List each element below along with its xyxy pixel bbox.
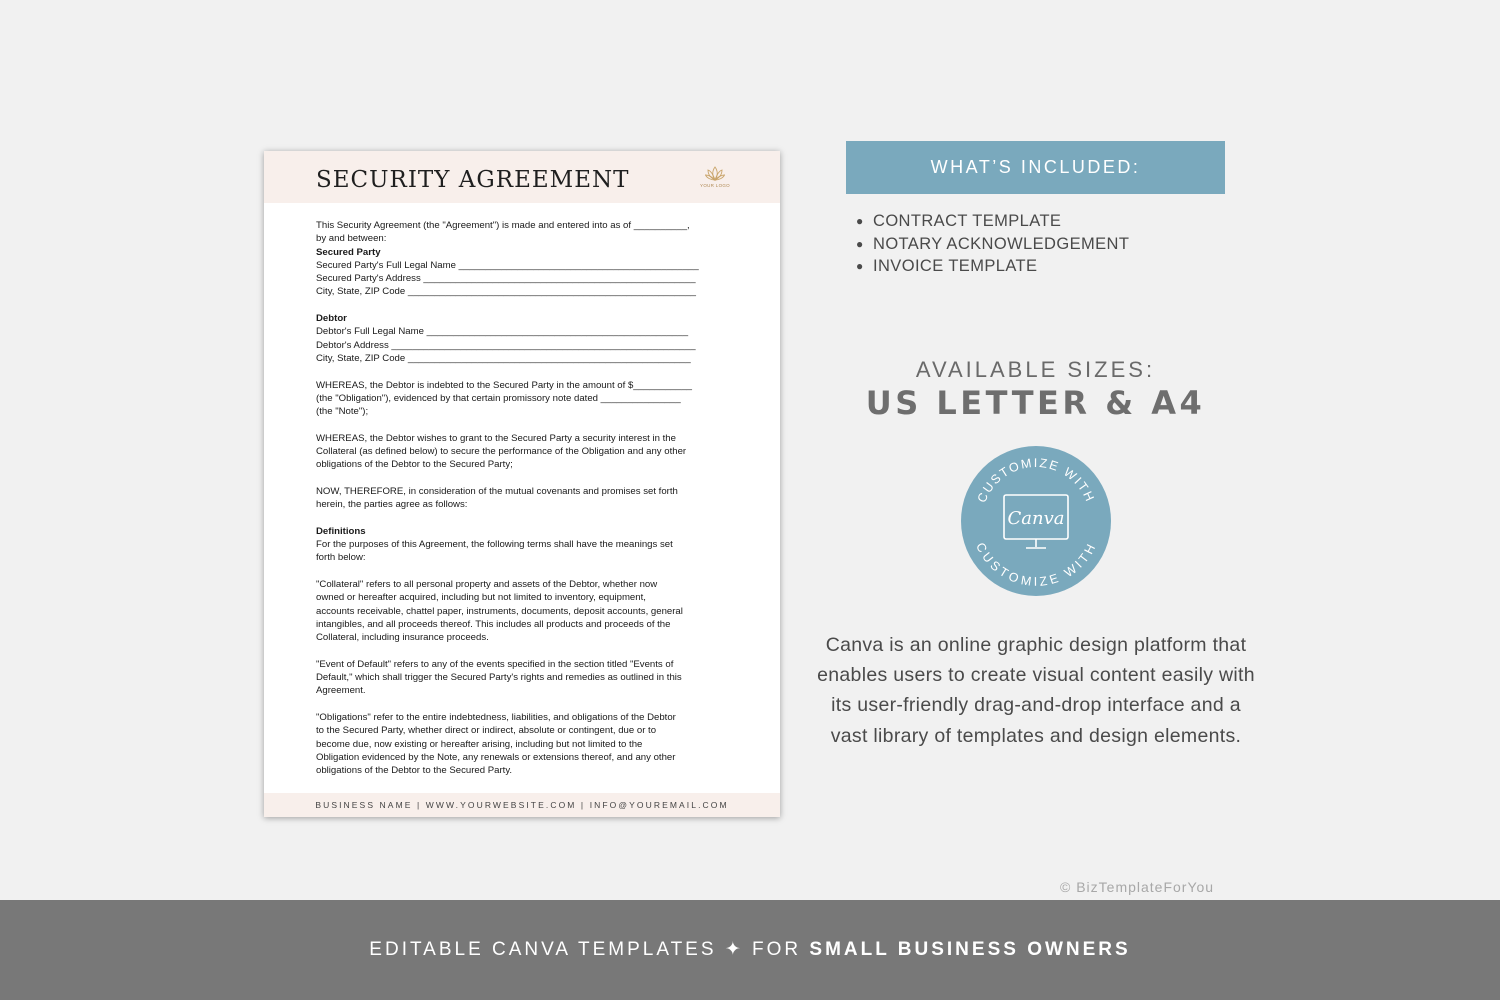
document-line: For the purposes of this Agreement, the following terms shall have the meanings set bbox=[316, 539, 673, 551]
document-line: NOW, THEREFORE, in consideration of the mutual covenants and promises set forth bbox=[316, 485, 678, 497]
canva-description: Canva is an online graphic design platform that enables users to create visual content easily with its user-friendly drag-and-drop interface and a vast library of templates and design elements. bbox=[817, 634, 1255, 747]
document-line: WHEREAS, the Debtor is indebted to the Secured Party in the amount of $___________ bbox=[316, 379, 692, 391]
document-line: forth below: bbox=[316, 552, 366, 564]
document-line: to the Secured Party, whether direct or indirect, absolute or contingent, due or to bbox=[316, 725, 657, 737]
document-line: Debtor's Address _________________________________________________________ bbox=[316, 339, 696, 351]
list-item bbox=[856, 255, 1129, 278]
document-body bbox=[316, 219, 736, 777]
sizes-value: US LETTER & A4 bbox=[865, 384, 1206, 422]
list-item bbox=[856, 210, 1129, 233]
blank-line bbox=[316, 512, 736, 525]
bullet-icon: ● bbox=[856, 236, 864, 251]
document-footer: BUSINESS NAME | WWW.YOURWEBSITE.COM | INFO@YOUREMAIL.COM bbox=[264, 793, 780, 817]
blank-line bbox=[316, 418, 736, 431]
document-header bbox=[264, 151, 780, 203]
document-line: owned or hereafter acquired, including but not limited to inventory, equipment, bbox=[316, 592, 646, 604]
document-line: by and between: bbox=[316, 233, 387, 245]
included-heading: WHAT’S INCLUDED: bbox=[846, 141, 1225, 194]
blank-line bbox=[316, 365, 736, 378]
document-line: Agreement. bbox=[316, 685, 366, 697]
bottom-banner bbox=[0, 900, 1500, 1000]
document-preview bbox=[264, 151, 780, 817]
document-line: "Obligations" refer to the entire indebtedness, liabilities, and obligations of the Debtor bbox=[316, 711, 676, 723]
logo-placeholder bbox=[700, 165, 730, 193]
document-line: obligations of the Debtor to the Secured Party. bbox=[316, 765, 513, 777]
copyright-text: © BizTemplateForYou bbox=[1060, 879, 1215, 895]
document-line: "Event of Default" refers to any of the events specified in the section titled "Events of bbox=[316, 658, 674, 670]
included-item-label: INVOICE TEMPLATE bbox=[873, 257, 1038, 275]
blank-line bbox=[316, 565, 736, 578]
document-line: Collateral (as defined below) to secure the performance of the Obligation and any other bbox=[316, 446, 687, 458]
document-line: herein, the parties agree as follows: bbox=[316, 499, 468, 511]
document-line: Obligation evidenced by the Note, any renewals or extensions thereof, and any other bbox=[316, 751, 676, 763]
bullet-icon: ● bbox=[856, 259, 864, 273]
document-line: WHEREAS, the Debtor wishes to grant to the Secured Party a security interest in the bbox=[316, 432, 676, 444]
document-line: City, State, ZIP Code _____________________________________________________ bbox=[316, 352, 691, 364]
bullet-icon: ● bbox=[856, 214, 864, 228]
included-list bbox=[856, 210, 1129, 278]
included-item-label: NOTARY ACKNOWLEDGEMENT bbox=[873, 234, 1130, 253]
banner-part2: FOR bbox=[752, 939, 802, 960]
document-line: City, State, ZIP Code ______________________________________________________ bbox=[316, 286, 697, 298]
list-item bbox=[856, 233, 1129, 256]
blank-line bbox=[316, 698, 736, 711]
banner-part3: SMALL BUSINESS OWNERS bbox=[809, 939, 1131, 960]
document-line: Collateral, including insurance proceeds. bbox=[316, 632, 489, 644]
badge-top-text: CUSTOMIZE WITH bbox=[974, 455, 1098, 505]
document-line: Default," which shall trigger the Secured Party's rights and remedies as outlined in this bbox=[316, 672, 682, 684]
section-heading: Definitions bbox=[316, 525, 366, 537]
blank-line bbox=[316, 472, 736, 485]
canva-wordmark: Canva bbox=[1007, 508, 1065, 529]
logo-text: YOUR LOGO bbox=[700, 183, 730, 188]
document-line: obligations of the Debtor to the Secured Party; bbox=[316, 459, 513, 471]
document-line: (the "Note"); bbox=[316, 406, 369, 418]
sizes-label: AVAILABLE SIZES: bbox=[915, 357, 1156, 382]
lotus-icon bbox=[705, 165, 725, 182]
section-heading: Secured Party bbox=[316, 246, 381, 258]
document-line: This Security Agreement (the "Agreement") is made and entered into as of __________, bbox=[316, 220, 690, 231]
customize-with-canva-badge bbox=[960, 445, 1112, 597]
document-line: accounts receivable, chattel paper, instruments, documents, deposit accounts, general bbox=[316, 605, 683, 617]
document-line: Secured Party's Address ___________________________________________________ bbox=[316, 273, 696, 285]
document-line: (the "Obligation"), evidenced by that certain promissory note dated _______________ bbox=[316, 392, 681, 404]
document-line: "Collateral" refers to all personal property and assets of the Debtor, whether now bbox=[316, 579, 658, 591]
sparkle-icon: ✦ bbox=[724, 939, 744, 960]
section-heading: Debtor bbox=[316, 313, 347, 325]
badge-bottom-text: CUSTOMIZE WITH bbox=[973, 540, 1099, 589]
banner-part1: EDITABLE CANVA TEMPLATES bbox=[369, 939, 717, 960]
document-line: Debtor's Full Legal Name _________________________________________________ bbox=[316, 326, 689, 338]
blank-line bbox=[316, 299, 736, 312]
blank-line bbox=[316, 645, 736, 658]
document-line: Secured Party's Full Legal Name _____________________________________________ bbox=[316, 259, 699, 271]
document-line: intangibles, and all proceeds thereof. This includes all products and proceeds of the bbox=[316, 618, 671, 630]
included-item-label: CONTRACT TEMPLATE bbox=[873, 212, 1062, 230]
document-title: SECURITY AGREEMENT bbox=[316, 167, 630, 193]
document-line: become due, now existing or hereafter arising, including but not limited to the bbox=[316, 738, 643, 750]
